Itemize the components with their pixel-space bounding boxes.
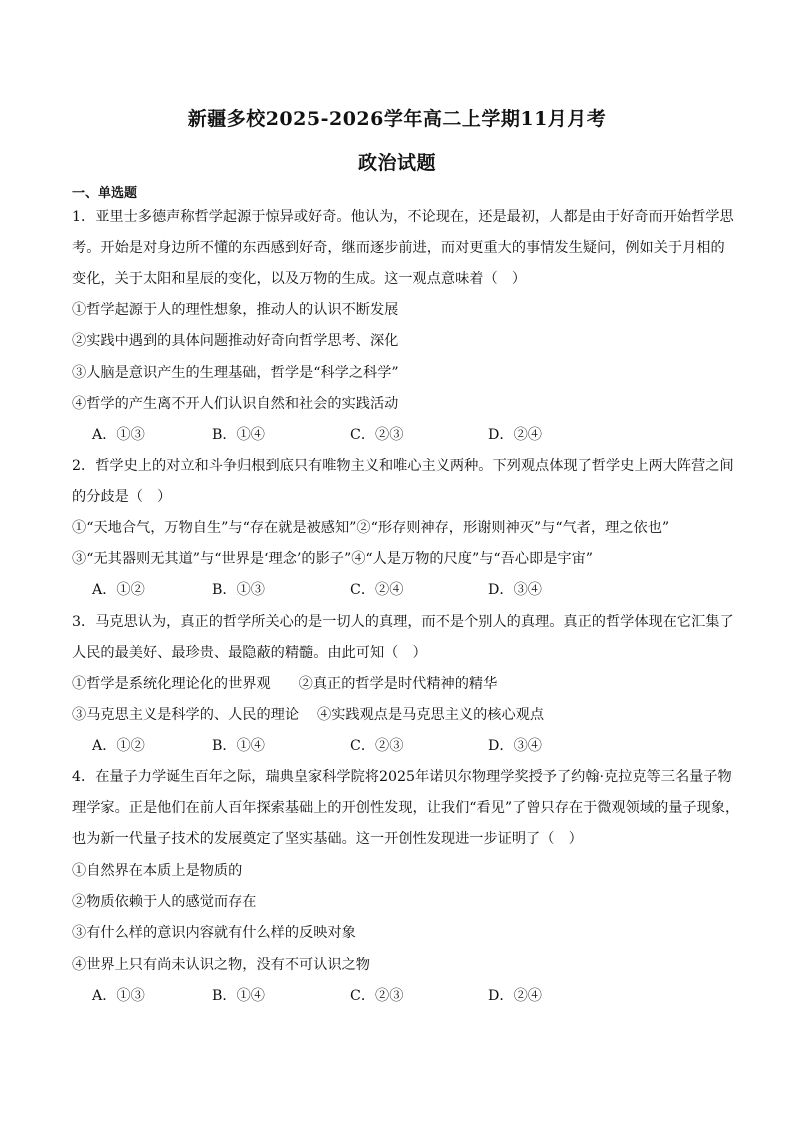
exam-subtitle: 政治试题: [357, 152, 436, 174]
option-c[interactable]: C．②③: [350, 738, 404, 754]
exam-title: 新疆多校2025-2026学年高二上学期11月月考: [187, 108, 607, 130]
option-c[interactable]: C．②③: [350, 427, 404, 443]
question-3-stem-line-2: 人民的最美好、最珍贵、最隐蔽的精髓。由此可知（ ）: [72, 645, 427, 661]
option-b[interactable]: B．①④: [212, 427, 265, 443]
option-d[interactable]: D．③④: [488, 738, 542, 754]
question-4-statement-2: ②物质依赖于人的感觉而存在: [72, 894, 257, 910]
option-d[interactable]: D．③④: [488, 582, 542, 598]
option-d[interactable]: D．②④: [488, 988, 542, 1004]
question-1-statement-4: ④哲学的产生离不开人们认识自然和社会的实践活动: [72, 396, 399, 412]
question-2-options: [92, 580, 652, 600]
question-2-stem-line-1: 2．哲学史上的对立和斗争归根到底只有唯物主义和唯心主义两种。下列观点体现了哲学史上两大阵营之间: [72, 458, 734, 474]
option-c[interactable]: C．②③: [350, 988, 404, 1004]
question-4-statement-4: ④世界上只有尚未认识之物，没有不可认识之物: [72, 957, 370, 973]
question-4-options: [92, 986, 652, 1006]
question-3-statement-1: ①哲学是系统化理论化的世界观: [72, 676, 271, 692]
question-2-statement-row-2: ③“无其器则无其道”与“世界是‘理念’的影子”④“人是万物的尺度”与“吾心即是宇宙”: [72, 551, 594, 567]
question-4-statement-3: ③有什么样的意识内容就有什么样的反映对象: [72, 925, 356, 941]
question-3-statement-row-1: [72, 674, 732, 694]
question-1-options: [92, 425, 652, 445]
option-a[interactable]: A．①②: [92, 582, 145, 598]
section-heading: 一、单选题: [72, 186, 138, 201]
question-3-stem-line-1: 3．马克思认为，真正的哲学所关心的是一切人的真理，而不是个别人的真理。真正的哲学体现在它汇集了: [72, 614, 734, 630]
question-3-statement-3: ③马克思主义是科学的、人民的理论: [72, 707, 300, 723]
option-b[interactable]: B．①④: [212, 738, 265, 754]
question-1-statement-3: ③人脑是意识产生的生理基础，哲学是“科学之科学”: [72, 365, 399, 381]
question-3-options: [92, 736, 652, 756]
question-4-statement-1: ①自然界在本质上是物质的: [72, 863, 243, 879]
option-b[interactable]: B．①④: [212, 988, 265, 1004]
question-3-statement-4: ④实践观点是马克思主义的核心观点: [317, 707, 545, 723]
option-b[interactable]: B．①③: [212, 582, 265, 598]
question-3-statement-row-2: [72, 705, 732, 725]
question-1-statement-2: ②实践中遇到的具体问题推动好奇向哲学思考、深化: [72, 333, 399, 349]
question-2-stem-line-2: 的分歧是（ ）: [72, 489, 172, 505]
option-c[interactable]: C．②④: [350, 582, 404, 598]
question-1-stem-line-3: 变化，关于太阳和星辰的变化，以及万物的生成。这一观点意味着（ ）: [72, 271, 527, 287]
question-4-stem-line-3: 也为新一代量子技术的发展奠定了坚实基础。这一开创性发现进一步证明了（ ）: [72, 831, 583, 847]
option-d[interactable]: D．②④: [488, 427, 542, 443]
question-4-stem-line-1: 4．在量子力学诞生百年之际，瑞典皇家科学院将2025年诺贝尔物理学奖授予了约翰·克拉克等三名量子物: [72, 769, 732, 785]
question-2-statement-row-1: ①“天地合气，万物自生”与“存在就是被感知”②“形存则神存，形谢则神灭”与“气者，理之依也”: [72, 520, 670, 536]
option-a[interactable]: A．①②: [92, 738, 145, 754]
question-1-stem-line-1: 1．亚里士多德声称哲学起源于惊异或好奇。他认为，不论现在，还是最初，人都是由于好奇而开始哲学思: [72, 209, 734, 225]
option-a[interactable]: A．①③: [92, 427, 145, 443]
question-4-stem-line-2: 理学家。正是他们在前人百年探索基础上的开创性发现，让我们“看见”了曾只存在于微观领域的量子现象，: [72, 800, 740, 816]
question-1-stem-line-2: 考。开始是对身边所不懂的东西感到好奇，继而逐步前进，而对更重大的事情发生疑问，例如关于月相的: [72, 240, 725, 256]
option-a[interactable]: A．①③: [92, 988, 145, 1004]
question-1-statement-1: ①哲学起源于人的理性想象，推动人的认识不断发展: [72, 302, 399, 318]
question-3-statement-2: ②真正的哲学是时代精神的精华: [298, 676, 498, 692]
